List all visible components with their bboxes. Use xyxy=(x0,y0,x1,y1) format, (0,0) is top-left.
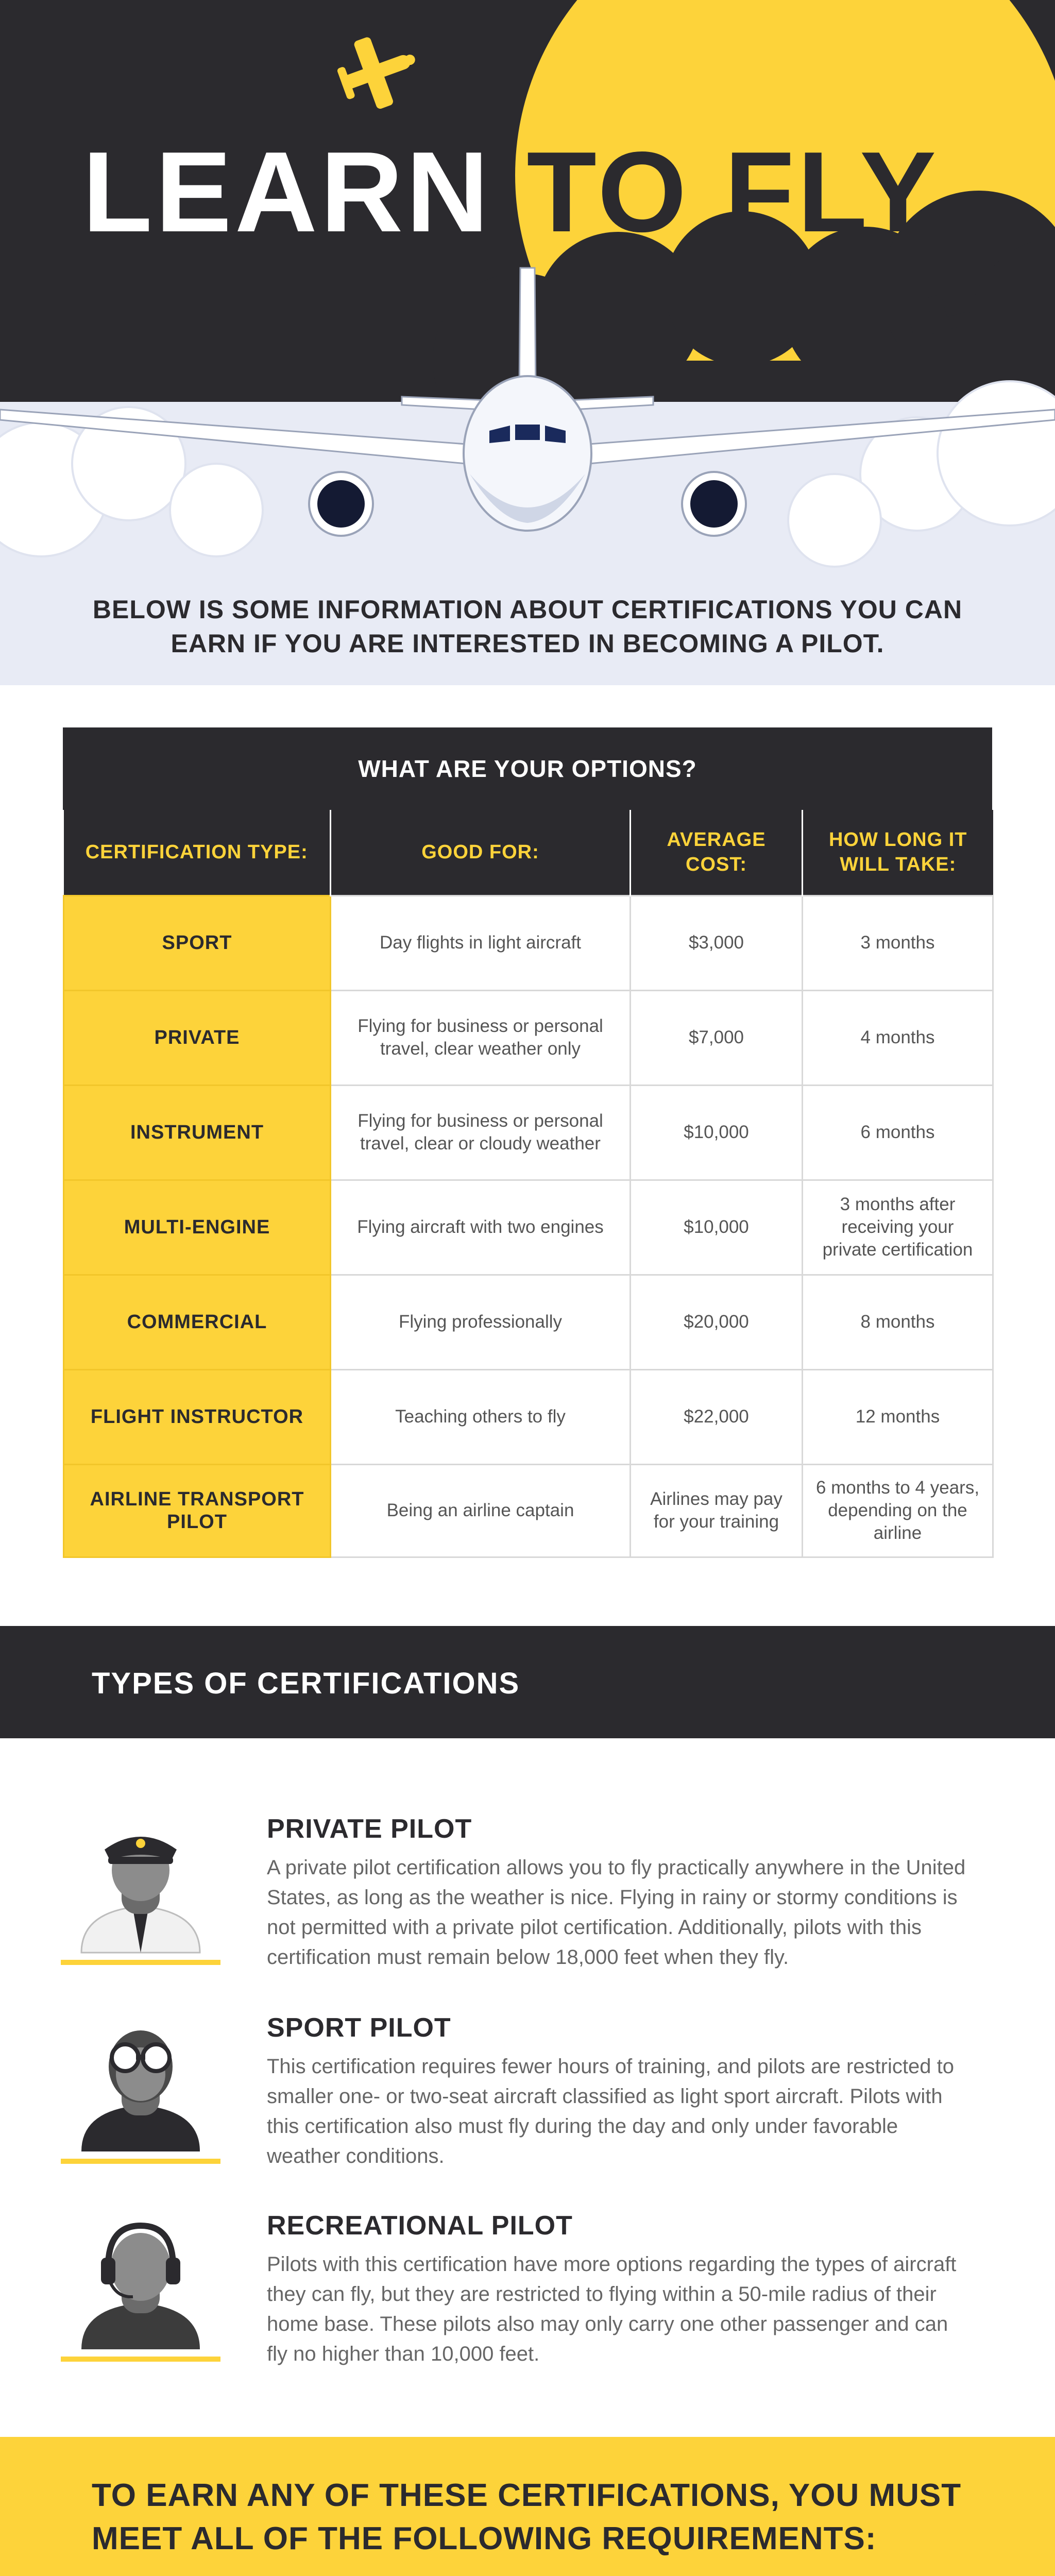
intro-text: BELOW IS SOME INFORMATION ABOUT CERTIFICATIONS YOU CAN EARN IF YOU ARE INTERESTED IN BECOMING A PILOT. xyxy=(92,595,963,658)
cost-cell: $20,000 xyxy=(631,1275,803,1369)
cost-cell: $3,000 xyxy=(631,895,803,990)
requirements-banner xyxy=(0,2437,1055,2576)
duration-cell: 6 months xyxy=(803,1085,993,1180)
pilot-type-name: RECREATIONAL PILOT xyxy=(267,2211,573,2241)
good-for-cell: Flying professionally xyxy=(331,1275,631,1369)
table-row xyxy=(64,895,993,990)
good-for-cell: Flying for business or personal travel, clear or cloudy weather xyxy=(331,1085,631,1180)
pilot-type-sport xyxy=(0,2012,1055,2208)
pilot-type-name: PRIVATE PILOT xyxy=(267,1814,472,1844)
cost-cell: $10,000 xyxy=(631,1085,803,1180)
requirements-title: TO EARN ANY OF THESE CERTIFICATIONS, YOU MUST MEET ALL OF THE FOLLOWING REQUIREMENTS: xyxy=(92,2478,962,2556)
types-section-header xyxy=(0,1626,1055,1738)
cert-type-cell: INSTRUMENT xyxy=(64,1085,331,1180)
column-header-good-for: GOOD FOR: xyxy=(331,810,631,895)
pilot-type-description: A private pilot certification allows you to fly practically anywhere in the United States, as long as the weather is nice. Flying in rainy or stormy conditions is not permitted with a private pilot certification. Additionally, pilots with this certification must remain below 18,000 feet when they fly. xyxy=(267,1856,966,1969)
hero-section xyxy=(0,0,1055,685)
hero-illustration xyxy=(0,0,1055,685)
column-header-type: CERTIFICATION TYPE: xyxy=(64,810,331,895)
cost-cell: Airlines may pay for your training xyxy=(631,1464,803,1557)
pilot-type-description: Pilots with this certification have more options regarding the types of aircraft they can fly, but they are restricted to flying within a 50-mile radius of their home base. These pilots also may only carry one other passenger and can fly no higher than 10,000 feet. xyxy=(267,2253,957,2365)
table-row xyxy=(64,1085,993,1180)
certification-table xyxy=(63,810,994,1558)
cost-cell: $22,000 xyxy=(631,1369,803,1464)
pilot-type-recreational xyxy=(0,2210,1055,2406)
duration-cell: 3 months after receiving your private certification xyxy=(803,1180,993,1275)
good-for-cell: Teaching others to fly xyxy=(331,1369,631,1464)
duration-cell: 12 months xyxy=(803,1369,993,1464)
goggles-pilot-avatar-icon xyxy=(61,2012,220,2167)
cert-type-cell: AIRLINE TRANSPORT PILOT xyxy=(64,1464,331,1557)
cert-type-cell: MULTI-ENGINE xyxy=(64,1180,331,1275)
table-row xyxy=(64,1275,993,1369)
pilot-type-name: SPORT PILOT xyxy=(267,2013,451,2043)
table-row xyxy=(64,1180,993,1275)
title-part-learn: LEARN xyxy=(82,128,492,256)
table-row xyxy=(64,1464,993,1557)
table-row xyxy=(64,990,993,1085)
good-for-cell: Flying for business or personal travel, clear weather only xyxy=(331,990,631,1085)
duration-cell: 3 months xyxy=(803,895,993,990)
cert-type-cell: FLIGHT INSTRUCTOR xyxy=(64,1369,331,1464)
cert-type-cell: SPORT xyxy=(64,895,331,990)
duration-cell: 6 months to 4 years, depending on the airline xyxy=(803,1464,993,1557)
cost-cell: $10,000 xyxy=(631,1180,803,1275)
cert-type-cell: PRIVATE xyxy=(64,990,331,1085)
types-title: TYPES OF CERTIFICATIONS xyxy=(92,1667,520,1700)
pilot-type-description: This certification requires fewer hours of training, and pilots are restricted to smaller one- or two-seat aircraft classified as light sport aircraft. Pilots with this certification also must fly during the day and only under favorable weather conditions. xyxy=(267,2055,954,2167)
headset-pilot-avatar-icon xyxy=(61,2210,220,2365)
table-header-row xyxy=(64,810,993,895)
column-header-duration: HOW LONG IT WILL TAKE: xyxy=(803,810,993,895)
cert-type-cell: COMMERCIAL xyxy=(64,1275,331,1369)
good-for-cell: Being an airline captain xyxy=(331,1464,631,1557)
pilot-type-private xyxy=(0,1814,1055,2009)
duration-cell: 4 months xyxy=(803,990,993,1085)
title-part-to-fly: TO FLY xyxy=(526,128,940,256)
good-for-cell: Day flights in light aircraft xyxy=(331,895,631,990)
column-header-cost: AVERAGE COST: xyxy=(631,810,803,895)
options-table-title: WHAT ARE YOUR OPTIONS? xyxy=(63,727,992,810)
options-table xyxy=(63,727,992,1558)
cost-cell: $7,000 xyxy=(631,990,803,1085)
duration-cell: 8 months xyxy=(803,1275,993,1369)
captain-avatar-icon xyxy=(61,1814,220,1968)
good-for-cell: Flying aircraft with two engines xyxy=(331,1180,631,1275)
table-row xyxy=(64,1369,993,1464)
page-title xyxy=(82,128,940,256)
